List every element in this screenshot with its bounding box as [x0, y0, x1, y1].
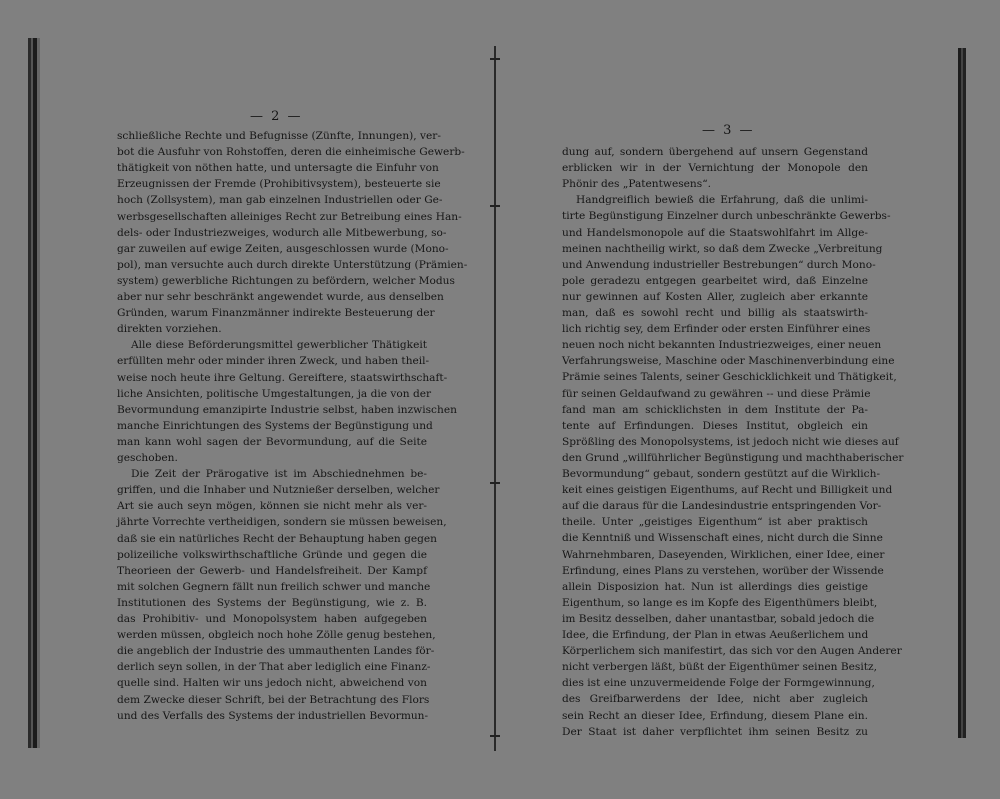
text-line: Wahrnehmbaren, Daseyenden, Wirklichen, einer Idee, einer [562, 548, 885, 561]
text-line: und des Verfalls des Systems der industriellen Bevormun- [117, 709, 429, 722]
text-line: dung auf, sondern übergehend auf unsern Gegenstand [562, 146, 868, 158]
text-line: weise noch heute ihre Geltung. Gereiftere, staatswirthschaft- [117, 371, 448, 384]
text-line: werden müssen, obgleich noch hohe Zölle genug bestehen, [117, 629, 436, 642]
text-line: schließliche Rechte und Befugnisse (Zünfte, Innungen), ver- [117, 130, 441, 142]
text-line: daß sie ein natürliches Recht der Behauptung haben gegen [117, 532, 438, 545]
text-line: geschoben. [117, 452, 178, 464]
text-line: gar zuweilen auf ewige Zeiten, ausgeschlossen wurde (Mono- [117, 242, 449, 255]
text-line: hoch (Zollsystem), man gab einzelnen Industriellen oder Ge- [117, 194, 443, 207]
text-line: quelle sind. Halten wir uns jedoch nicht, abweichend von [117, 677, 427, 690]
text-line: Theorieen der Gewerb- und Handelsfreiheit. Der Kampf [117, 564, 427, 577]
text-line: tirte Begünstigung Einzelner durch unbeschränkte Gewerbs- [562, 210, 891, 223]
text-line: manche Einrichtungen des Systems der Begünstigung und [117, 419, 433, 432]
page-number-left: — 2 — [250, 109, 303, 124]
text-line: sein Recht an dieser Idee, Erfindung, diesem Plane ein. [562, 709, 868, 722]
text-line: dies ist eine unzuvermeidende Folge der Formgewinnung, [562, 677, 875, 690]
text-line: polizeiliche volkswirthschaftliche Gründe und gegen die [117, 548, 427, 561]
gutter-mark [490, 205, 500, 207]
text-line: Erzeugnissen der Fremde (Prohibitivsystem), besteuerte sie [117, 178, 441, 191]
text-line: auf die daraus für die Landesindustrie entspringenden Vor- [562, 500, 882, 513]
text-line: Der Staat ist daher verpflichtet ihm seinen Besitz zu [562, 725, 868, 738]
text-line: Art sie auch seyn mögen, können sie nicht mehr als ver- [117, 500, 427, 513]
text-line: derlich seyn sollen, in der That aber lediglich eine Finanz- [117, 661, 431, 674]
text-line: werbsgesellschaften alleiniges Recht zur Betreibung eines Han- [117, 210, 462, 223]
gutter-mark [490, 482, 500, 484]
left-page [117, 0, 468, 799]
text-line: Erfindung, eines Plans zu verstehen, worüber der Wissende [562, 564, 884, 577]
text-line: Bevormundung emanzipirte Industrie selbst, haben inzwischen [117, 403, 457, 416]
text-line: Institutionen des Systems der Begünstigung, wie z. B. [117, 596, 427, 609]
text-line: und Handelsmonopole auf die Staatswohlfahrt im Allge- [562, 226, 868, 239]
text-line: neuen noch nicht bekannten Industriezweiges, einer neuen [562, 339, 882, 352]
text-line: Prämie seines Talents, seiner Geschicklichkeit und Thätigkeit, [562, 371, 897, 384]
text-line: im Besitz desselben, daher unantastbar, sobald jedoch die [562, 612, 875, 625]
page-number-right: — 3 — [702, 123, 755, 138]
text-line: den Grund „willführlicher Begünstigung und machthaberischer [562, 451, 904, 464]
text-line: griffen, und die Inhaber und Nutznießer derselben, welcher [117, 484, 440, 497]
text-line: fand man am schicklichsten in dem Institute der Pa- [562, 403, 868, 416]
text-line: tente auf Erfindungen. Dieses Institut, obgleich ein [562, 419, 868, 432]
right-page [562, 0, 904, 799]
text-line: lich richtig sey, dem Erfinder oder ersten Einführer eines [562, 323, 871, 336]
text-line: pol), man versuchte auch durch direkte Unterstützung (Prämien- [117, 258, 468, 271]
text-line: Eigenthum, so lange es im Kopfe des Eigenthümers bleibt, [562, 596, 878, 609]
text-line: das Prohibitiv- und Monopolsystem haben aufgegeben [117, 613, 427, 625]
text-line: für seinen Geldaufwand zu gewähren -- und diese Prämie [562, 387, 871, 400]
text-line: pole geradezu entgegen gearbeitet wird, daß Einzelne [562, 274, 868, 287]
text-line: und Anwendung industrieller Bestrebungen“ durch Mono- [562, 258, 876, 271]
text-line: des Greifbarwerdens der Idee, nicht aber zugleich [562, 693, 868, 706]
gutter-mark [490, 735, 500, 737]
text-line: liche Ansichten, politische Umgestaltungen, ja die von der [117, 387, 432, 400]
text-line: dem Zwecke dieser Schrift, bei der Betrachtung des Flors [117, 693, 430, 706]
text-line: die Kenntniß und Wissenschaft eines, nicht durch die Sinne [562, 532, 883, 545]
left-page-edge [28, 38, 40, 748]
text-line: Die Zeit der Prärogative ist im Abschiednehmen be- [131, 468, 427, 481]
text-line: aber nur sehr beschränkt angewendet wurde, aus denselben [117, 291, 444, 303]
text-line: erfüllten mehr oder minder ihren Zweck, und haben theil- [117, 355, 430, 368]
text-line: Körperlichem sich manifestirt, das sich vor den Augen Anderer [562, 645, 902, 658]
text-line: mit solchen Gegnern fällt nun freilich schwer und manche [117, 580, 431, 593]
text-line: thätigkeit von nöthen hatte, und untersagte die Einfuhr von [117, 162, 439, 175]
book-gutter [494, 46, 496, 751]
text-line: Sprößling des Monopolsystems, ist jedoch nicht wie dieses auf [562, 435, 899, 448]
text-line: keit eines geistigen Eigenthums, auf Recht und Billigkeit und [562, 484, 893, 497]
text-line: dels- oder Industriezweiges, wodurch alle Mitbewerbung, so- [117, 226, 447, 239]
text-line: Handgreiflich bewieß die Erfahrung, daß die unlimi- [576, 194, 868, 207]
text-line: man, daß es sowohl recht und billig als staatswirth- [562, 307, 868, 319]
text-line: system) gewerbliche Richtungen zu befördern, welcher Modus [117, 274, 455, 287]
text-line: jährte Vorrechte vertheidigen, sondern sie müssen beweisen, [117, 516, 447, 529]
text-line: Idee, die Erfindung, der Plan in etwas Aeußerlichem und [562, 629, 869, 641]
text-line: Gründen, warum Finanzmänner indirekte Besteuerung der [117, 307, 435, 320]
text-line: allein Disposizion hat. Nun ist allerdings dies geistige [562, 580, 868, 593]
text-line: Verfahrungsweise, Maschine oder Maschinenverbindung eine [562, 355, 895, 368]
text-line: Bevormundung“ gebaut, sondern gestützt auf die Wirklich- [562, 468, 881, 480]
right-page-edge [958, 48, 966, 738]
text-line: Phönir des „Patentwesens“. [562, 178, 711, 191]
text-line: nicht verbergen läßt, büßt der Eigenthümer seinen Besitz, [562, 661, 877, 674]
text-line: die angeblich der Industrie des ummauthenten Landes för- [117, 645, 435, 658]
gutter-mark [490, 58, 500, 60]
text-line: meinen nachtheilig wirkt, so daß dem Zwecke „Verbreitung [562, 242, 883, 255]
text-line: nur gewinnen auf Kosten Aller, zugleich aber erkannte [562, 290, 868, 303]
text-line: bot die Ausfuhr von Rohstoffen, deren die einheimische Gewerb- [117, 146, 465, 159]
text-line: theile. Unter „geistiges Eigenthum“ ist aber praktisch [562, 516, 868, 529]
text-line: direkten vorziehen. [117, 323, 222, 336]
text-line: man kann wohl sagen der Bevormundung, auf die Seite [117, 435, 427, 448]
text-line: erblicken wir in der Vernichtung der Monopole den [562, 162, 868, 175]
text-line: Alle diese Beförderungsmittel gewerblicher Thätigkeit [131, 339, 427, 352]
